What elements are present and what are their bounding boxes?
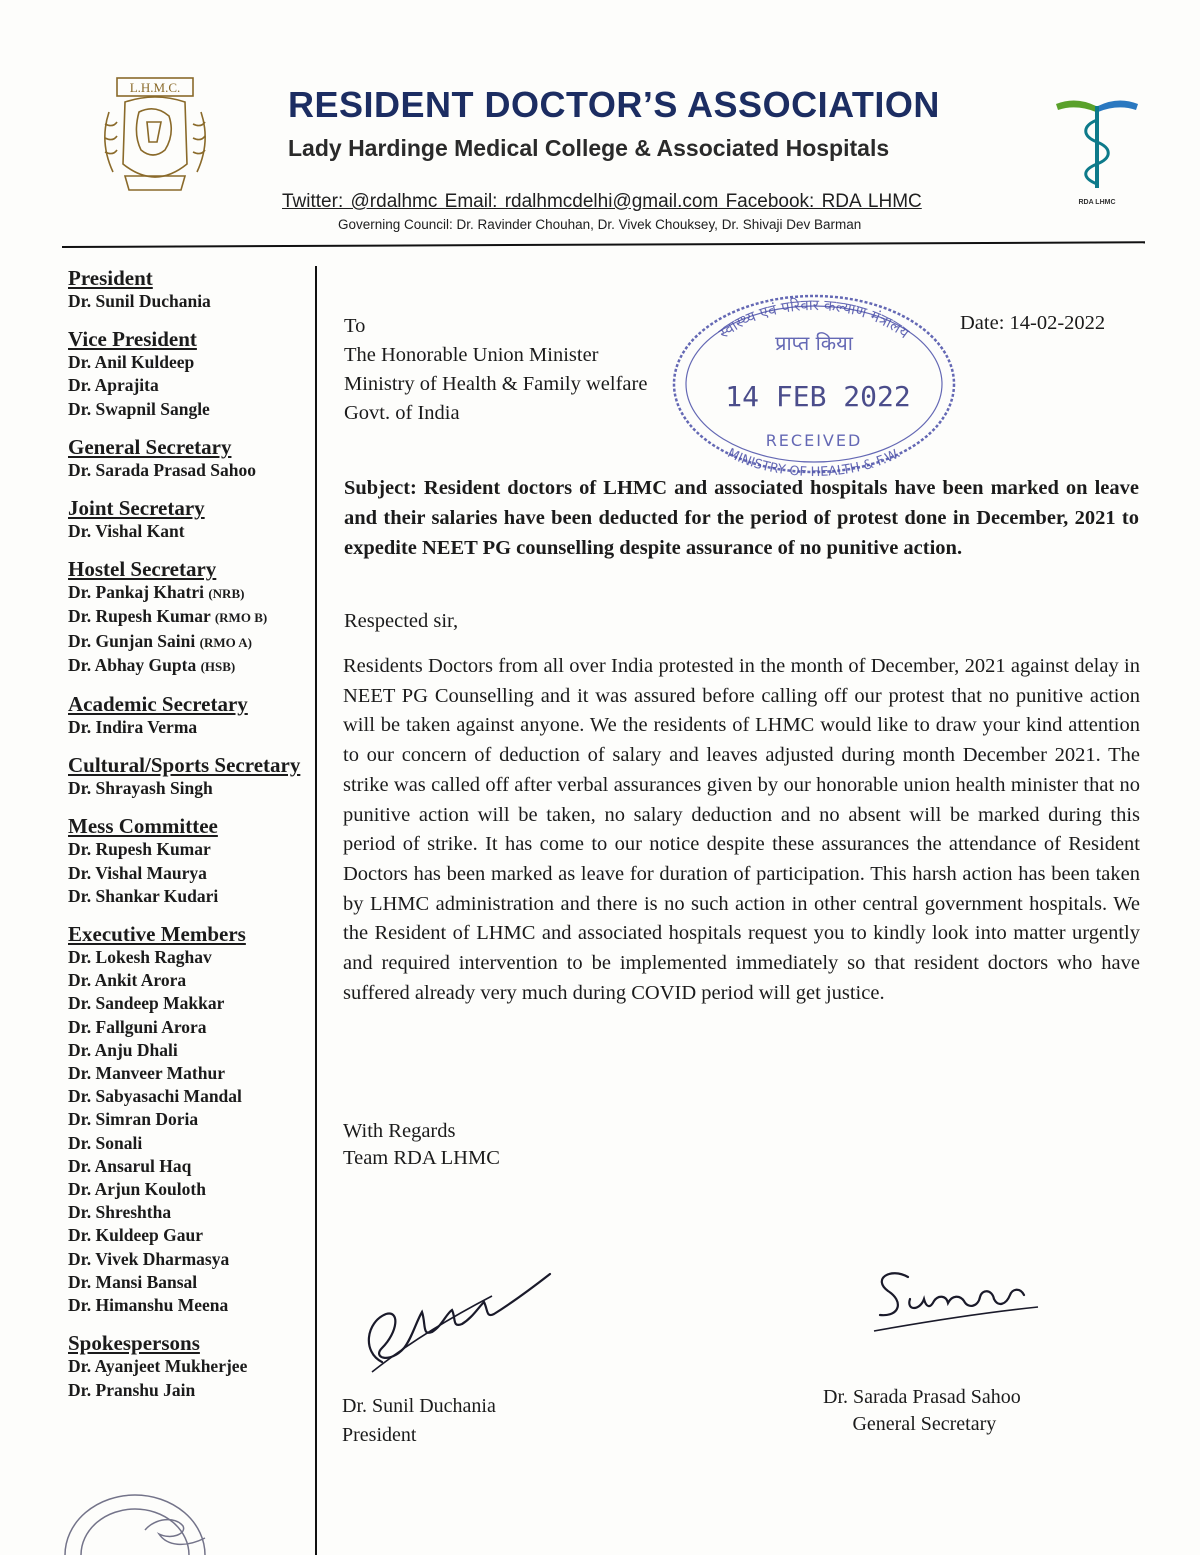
stamp-ministry-hindi: स्वास्थ्य एवं परिवार कल्याण मंत्रालय bbox=[715, 295, 913, 343]
office-member: Dr. Aprajita bbox=[68, 375, 159, 396]
member-unit-tag: (NRB) bbox=[208, 586, 245, 602]
office-member: Dr. Ankit Arora bbox=[68, 970, 187, 991]
crest-text: L.H.M.C. bbox=[129, 80, 181, 95]
rda-logo-text: RDA LHMC bbox=[1078, 199, 1116, 206]
member-unit-tag: (RMO B) bbox=[214, 610, 268, 626]
office-group bbox=[68, 266, 313, 313]
office-member: Dr. Sonali bbox=[68, 1132, 143, 1153]
office-member: Dr. Sabyasachi Mandal bbox=[68, 1086, 242, 1107]
office-group bbox=[68, 435, 313, 482]
president-role: President bbox=[342, 1424, 417, 1446]
member-name: Dr. Rupesh Kumar bbox=[68, 606, 211, 627]
addressee-line: Govt. of India bbox=[344, 402, 460, 424]
salutation: Respected sir, bbox=[344, 610, 459, 632]
office-heading: President bbox=[68, 266, 153, 290]
office-member: Dr. Indira Verma bbox=[68, 717, 198, 738]
sidebar-divider bbox=[315, 266, 317, 1555]
office-member: Dr. Anju Dhali bbox=[68, 1039, 178, 1060]
team-line: Team RDA LHMC bbox=[343, 1147, 500, 1169]
lhmc-crest-logo-icon bbox=[95, 72, 215, 202]
office-member: Dr. Ansarul Haq bbox=[68, 1155, 192, 1176]
office-member: Dr. Sunil Duchania bbox=[68, 291, 211, 311]
college-name: Lady Hardinge Medical College & Associated Hospitals bbox=[288, 135, 890, 161]
office-member bbox=[68, 605, 313, 629]
closing-block bbox=[343, 1118, 500, 1172]
stamp-ministry-english: MINISTRY OF HEALTH & F.W. bbox=[724, 445, 904, 478]
office-member: Dr. Vishal Kant bbox=[68, 521, 185, 542]
office-bearers-list bbox=[68, 266, 313, 1416]
office-member: Dr. Vivek Dharmasya bbox=[68, 1248, 230, 1269]
office-group bbox=[68, 1331, 313, 1401]
member-name: Dr. Pankaj Khatri bbox=[68, 582, 204, 603]
president-name: Dr. Sunil Duchania bbox=[342, 1395, 496, 1417]
office-group bbox=[68, 692, 313, 739]
member-name: Dr. Gunjan Saini bbox=[68, 630, 196, 651]
rda-caduceus-logo-icon bbox=[1052, 92, 1142, 212]
office-heading: General Secretary bbox=[68, 434, 232, 459]
received-stamp bbox=[668, 288, 960, 478]
office-member bbox=[68, 581, 313, 605]
office-member: Dr. Arjun Kouloth bbox=[68, 1179, 206, 1200]
office-member bbox=[68, 654, 313, 678]
office-heading: Spokespersons bbox=[68, 1331, 200, 1356]
office-group bbox=[68, 496, 313, 543]
office-member: Dr. Rupesh Kumar bbox=[68, 839, 211, 860]
office-member: Dr. Himanshu Meena bbox=[68, 1295, 229, 1316]
addressee-line: The Honorable Union Minister bbox=[344, 344, 599, 366]
office-member: Dr. Sarada Prasad Sahoo bbox=[68, 459, 256, 480]
addressee-line: Ministry of Health & Family welfare bbox=[344, 373, 648, 395]
office-member: Dr. Mansi Bansal bbox=[68, 1271, 198, 1292]
office-member bbox=[68, 630, 313, 654]
office-member: Dr. Shreshtha bbox=[68, 1202, 172, 1223]
letter-date: Date: 14-02-2022 bbox=[960, 312, 1106, 334]
office-heading: Academic Secretary bbox=[68, 692, 248, 717]
office-member: Dr. Swapnil Sangle bbox=[68, 398, 210, 419]
closing-line: With Regards bbox=[343, 1120, 456, 1142]
office-member: Dr. Vishal Maurya bbox=[68, 862, 207, 883]
member-unit-tag: (RMO A) bbox=[199, 634, 252, 650]
office-group bbox=[68, 327, 313, 421]
office-member: Dr. Manveer Mathur bbox=[68, 1063, 225, 1084]
office-heading: Mess Committee bbox=[68, 814, 218, 839]
member-name: Dr. Abhay Gupta bbox=[68, 654, 197, 675]
stamp-received-hindi: प्राप्त किया bbox=[775, 331, 853, 355]
office-member: Dr. Fallguni Arora bbox=[68, 1016, 207, 1037]
general-secretary-name: Dr. Sarada Prasad Sahoo bbox=[823, 1386, 1021, 1408]
stamp-date: 14 FEB 2022 bbox=[725, 380, 911, 413]
general-secretary-signatory bbox=[823, 1384, 1021, 1438]
contact-line: Twitter: @rdalhmc Email: rdalhmcdelhi@gmail.com Facebook: RDA LHMC bbox=[282, 191, 922, 212]
office-group bbox=[68, 557, 313, 678]
member-unit-tag: (HSB) bbox=[200, 658, 236, 674]
office-member: Dr. Kuldeep Gaur bbox=[68, 1225, 203, 1246]
header-divider bbox=[62, 241, 1145, 248]
general-secretary-signature bbox=[860, 1255, 1050, 1345]
office-member: Dr. Lokesh Raghav bbox=[68, 947, 212, 968]
office-heading: Executive Members bbox=[68, 922, 246, 947]
office-group bbox=[68, 922, 313, 1317]
letter-body: Residents Doctors from all over India protested in the month of December, 2021 against delay in NEET PG Counselling and it was assured before calling off our protest that no punitive action will be taken against anyone. We the residents of LHMC would like to draw your kind attention to our concern of deduction of salary and leaves adjusted during month December 2021. The strike was called off after verbal assurances given by our honorable union health minister that no punitive action will be taken, no salary deduction and no absent will be marked during this period of strike. It has come to our notice despite these assurances the attendance of Resident Doctors has been marked as leave for duration of participation. This harsh action has been taken by LHMC administration and there is no such action in other central government hospitals. We the Resident of LHMC and associated hospitals request you to kindly look into matter urgently and required intervention to be implemented immediately so that resident doctors who have suffered already very much during COVID period will get justice. bbox=[343, 655, 1140, 1004]
president-signature bbox=[342, 1252, 562, 1382]
stamp-received: RECEIVED bbox=[765, 431, 863, 450]
office-heading: Cultural/Sports Secretary bbox=[68, 753, 301, 778]
office-group bbox=[68, 753, 313, 800]
partial-seal-stamp bbox=[55, 1468, 235, 1555]
office-member: Dr. Anil Kuldeep bbox=[68, 352, 195, 373]
general-secretary-role: General Secretary bbox=[852, 1413, 997, 1435]
governing-council: Governing Council: Dr. Ravinder Chouhan, Dr. Vivek Chouksey, Dr. Shivaji Dev Barman bbox=[338, 217, 862, 232]
office-member: Dr. Pranshu Jain bbox=[68, 1379, 196, 1400]
office-heading: Joint Secretary bbox=[68, 496, 205, 521]
to-label: To bbox=[344, 315, 366, 337]
office-member: Dr. Simran Doria bbox=[68, 1109, 199, 1130]
letter-subject: Subject: Resident doctors of LHMC and associated hospitals have been marked on leave and their salaries have been deducted for the period of protest done in December, 2021 to expedite NEET PG counselling despite assurance of no punitive action. bbox=[344, 477, 1139, 559]
office-member: Dr. Sandeep Makkar bbox=[68, 993, 225, 1014]
office-heading: Hostel Secretary bbox=[68, 557, 217, 582]
office-member: Dr. Shankar Kudari bbox=[68, 885, 219, 906]
office-member: Dr. Shrayash Singh bbox=[68, 778, 213, 799]
president-signatory bbox=[342, 1392, 496, 1450]
office-heading: Vice President bbox=[68, 327, 197, 352]
office-member: Dr. Ayanjeet Mukherjee bbox=[68, 1356, 248, 1377]
office-group bbox=[68, 814, 313, 908]
association-title: RESIDENT DOCTOR’S ASSOCIATION bbox=[288, 84, 940, 125]
